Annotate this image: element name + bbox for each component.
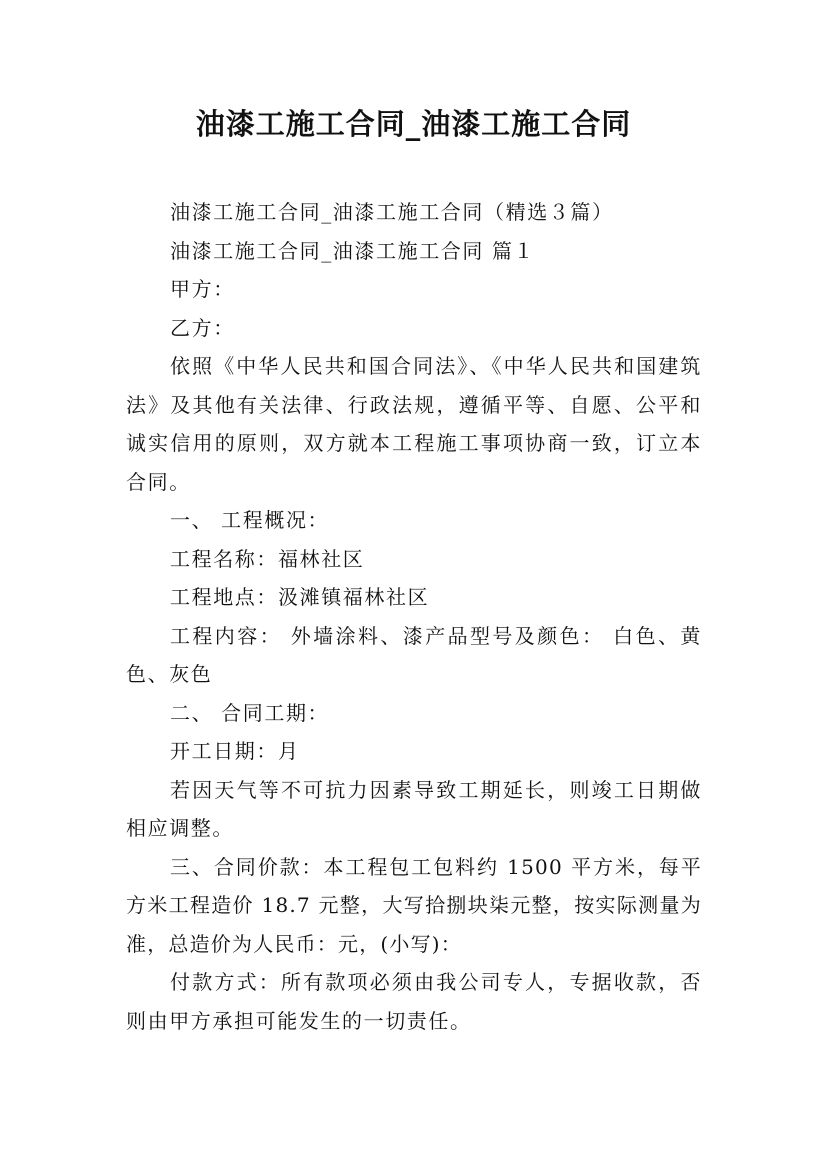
clause-2-heading: 二、 合同工期： [170,700,330,725]
project-location-line: 工程地点：汲滩镇福林社区 [170,585,430,609]
preamble-paragraph: 依照《中华人民共和国合同法》、《中华人民共和国建筑法》及其他有关法律、行政法规，遵循平等、自愿、公平和诚实信用的原则，双方就本工程施工事项协商一致，订立本合同。 [126,354,702,494]
payment-method-paragraph: 付款方式：所有款项必须由我公司专人，专据收款，否则由甲方承担可能发生的一切责任。 [126,970,702,1033]
party-b-line: 乙方： [170,315,235,340]
project-content-paragraph: 工程内容： 外墙涂料、漆产品型号及颜色： 白色、黄色、灰色 [126,623,702,686]
clause-1-heading: 一、 工程概况： [170,508,330,532]
start-date-line: 开工日期：月 [170,739,300,763]
document-title: 油漆工施工合同_油漆工施工合同 [195,107,632,141]
project-name-line: 工程名称：福林社区 [170,546,365,571]
party-a-line: 甲方： [170,277,235,301]
document-body [126,193,702,1040]
delay-paragraph: 若因天气等不可抗力因素导致工期延长，则竣工日期做相应调整。 [126,777,702,840]
subtitle-paragraph: 油漆工施工合同_油漆工施工合同（精选３篇） [170,200,614,224]
contract-price-paragraph: 三、合同价款：本工程包工包料约 1500 平方米，每平方米工程造价 18.7 元整，大写拾捌块柒元整，按实际测量为准，总造价为人民币：元，(小写)： [126,854,702,956]
section-heading: 油漆工施工合同_油漆工施工合同 篇１ [170,238,536,263]
